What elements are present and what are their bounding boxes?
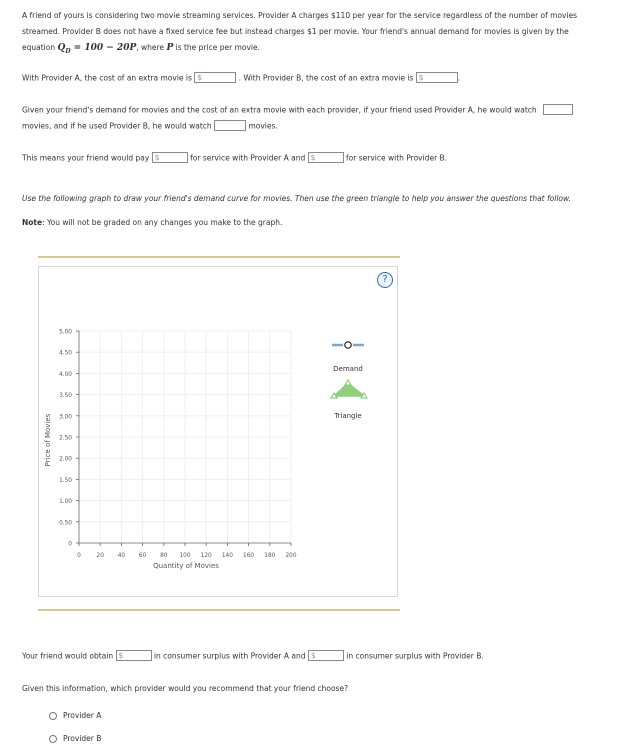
- intro-line-2: streamed. Provider B does not have a fixed service fee but instead charges $1 per movie. Your friend's annual demand for movies is given by the: [22, 27, 569, 36]
- provider-a-movies-input[interactable]: [543, 104, 573, 115]
- graph-instructions: Use the following graph to draw your friend's demand curve for movies. Then use the green triangle to help you answer the questions that follow.: [22, 194, 572, 203]
- provider-b-option-label[interactable]: Provider B: [63, 734, 102, 743]
- movies-watched-question-line2: movies, and if he used Provider B, he would watch movies.: [22, 121, 278, 131]
- intro-line-1: A friend of yours is considering two movie streaming services. Provider A charges $110 per year for the service regardless of the number of movies: [22, 11, 578, 20]
- provider-a-payment-input[interactable]: $: [152, 152, 188, 163]
- y-tick-label: 4.50: [59, 350, 72, 357]
- y-tick-label: 1.50: [59, 477, 72, 484]
- x-tick-label: 100: [179, 553, 191, 559]
- demand-legend-label: Demand: [333, 365, 363, 373]
- y-tick-label: 3.00: [59, 414, 72, 421]
- provider-b-payment-input[interactable]: $: [308, 152, 344, 163]
- help-icon[interactable]: ?: [377, 272, 393, 288]
- x-tick-label: 40: [117, 553, 126, 559]
- intro-line-3: equation $Q_D = 100 - 20P$, where P is the price per movie.: [22, 43, 260, 55]
- provider-b-surplus-input[interactable]: $: [308, 650, 344, 661]
- y-tick-label: 2.00: [59, 456, 72, 463]
- y-tick-label: 1.00: [59, 499, 72, 506]
- recommendation-question: Given this information, which provider would you recommend that your friend choose?: [22, 684, 349, 693]
- x-tick-label: 0: [77, 553, 81, 559]
- provider-a-radio[interactable]: [49, 712, 57, 720]
- y-axis-label: Price of Movies: [44, 413, 52, 467]
- x-tick-label: 200: [285, 553, 297, 559]
- provider-b-movies-input[interactable]: [214, 120, 246, 131]
- demand-equation: $Q_D = 100 - 20P$: [57, 43, 137, 55]
- x-tick-label: 80: [160, 553, 168, 559]
- y-tick-label: 2.50: [59, 435, 72, 442]
- provider-b-extra-cost-input[interactable]: $: [416, 72, 458, 83]
- consumer-surplus-question: Your friend would obtain $ in consumer surplus with Provider A and $ in consumer surplus with Provider B.: [22, 651, 484, 661]
- graph-top-divider: [38, 256, 400, 258]
- x-tick-label: 180: [264, 553, 276, 559]
- demand-legend-point: [345, 342, 351, 348]
- y-tick-label: 0: [68, 541, 72, 548]
- graph-panel[interactable]: [38, 266, 398, 597]
- y-tick-label: 0.50: [59, 520, 72, 527]
- y-tick-label: 4.00: [59, 371, 72, 378]
- movies-watched-question-line1: Given your friend's demand for movies and the cost of an extra movie with each provider, if your friend used Provider A, he would watch: [22, 105, 573, 116]
- graph-bottom-divider: [38, 609, 400, 611]
- x-tick-label: 20: [96, 553, 104, 559]
- x-axis-label: Quantity of Movies: [153, 562, 219, 570]
- x-tick-label: 140: [221, 553, 233, 559]
- payment-question: This means your friend would pay $ for service with Provider A and $ for service with Provider B.: [22, 153, 448, 163]
- intro-paragraph: [22, 8, 620, 60]
- marginal-cost-question: With Provider A, the cost of an extra movie is $ . With Provider B, the cost of an extra movie is $ .: [22, 73, 461, 83]
- provider-a-option-label[interactable]: Provider A: [63, 711, 102, 720]
- price-variable: P: [166, 43, 174, 53]
- y-tick-label: 5.00: [59, 329, 72, 336]
- x-tick-label: 160: [243, 553, 255, 559]
- triangle-legend-label: Triangle: [334, 412, 362, 420]
- grading-note: Note: You will not be graded on any changes you make to the graph.: [22, 218, 283, 227]
- provider-b-radio[interactable]: [49, 735, 57, 743]
- provider-a-extra-cost-input[interactable]: $: [194, 72, 236, 83]
- x-tick-label: 60: [138, 553, 147, 559]
- y-tick-label: 3.50: [59, 393, 72, 400]
- provider-a-surplus-input[interactable]: $: [116, 650, 152, 661]
- x-tick-label: 120: [200, 553, 212, 559]
